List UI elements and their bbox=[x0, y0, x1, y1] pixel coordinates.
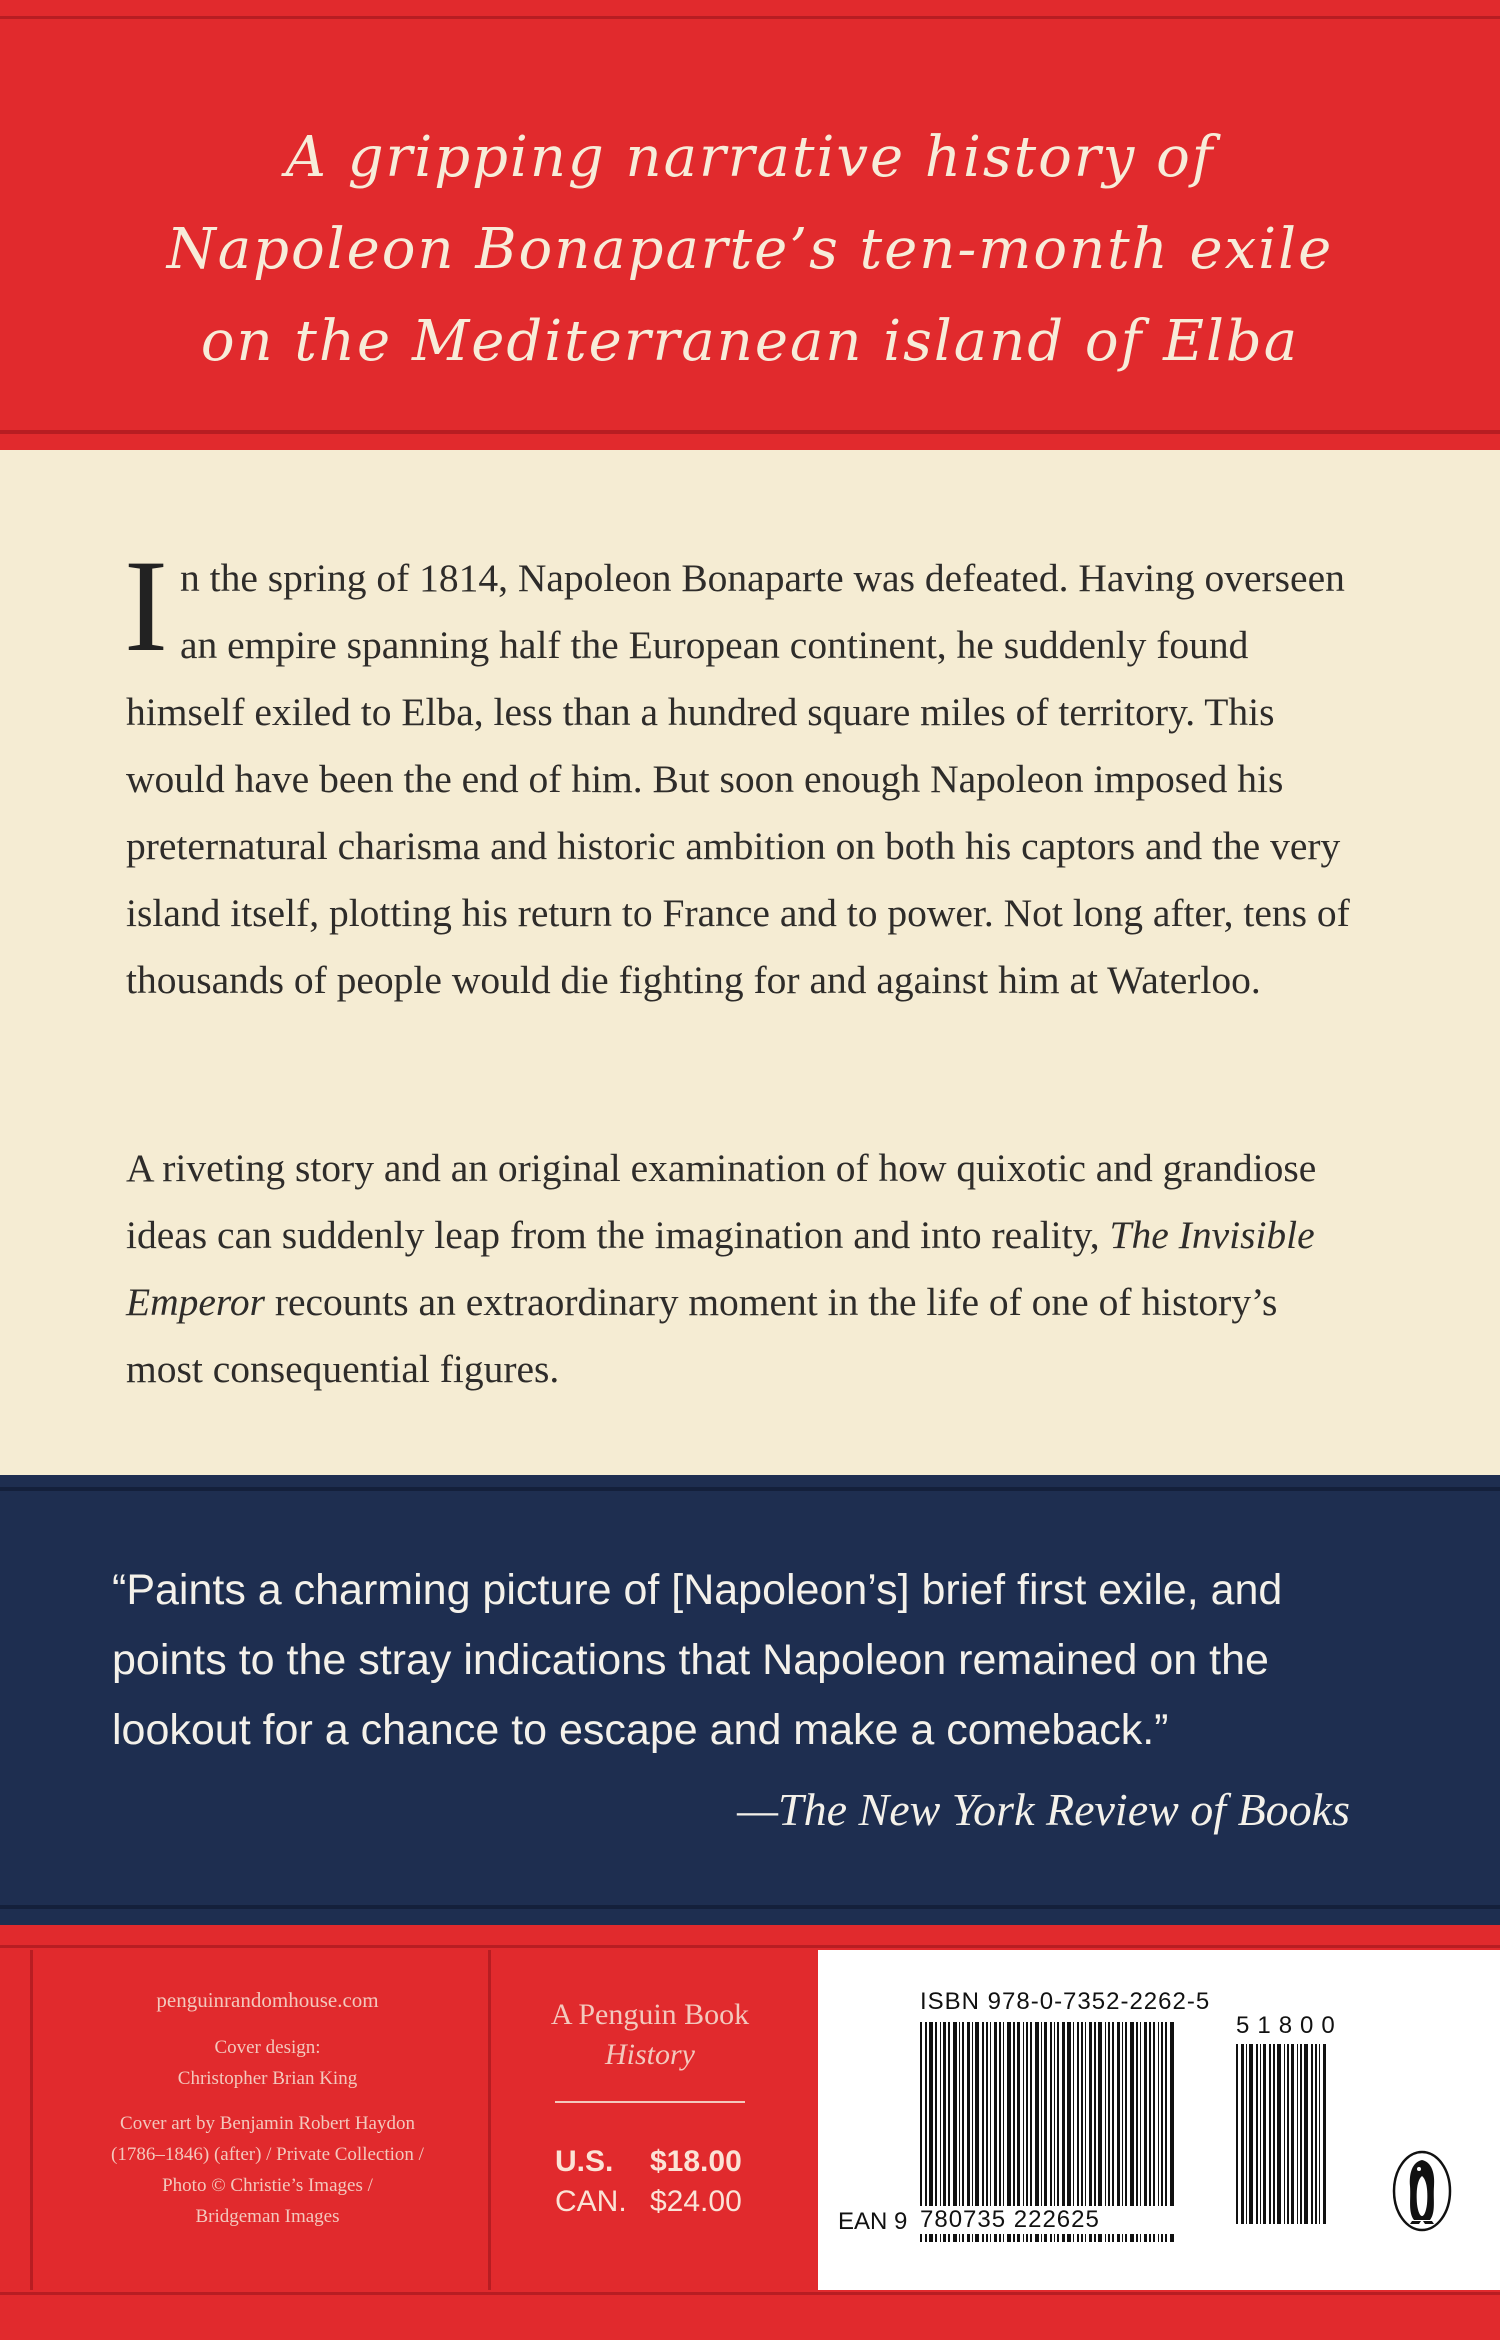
book-category: History bbox=[605, 2038, 695, 2071]
barcode-bar bbox=[1323, 2044, 1326, 2224]
review-quote: “Paints a charming picture of [Napoleon’s] brief first exile, and points to the stray indications that Napoleon remained on the lookout for a chance to escape and make a comeback.” bbox=[112, 1566, 1283, 1754]
isbn-label: ISBN 978-0-7352-2262-5 bbox=[920, 1988, 1211, 2015]
us-price-value: $18.00 bbox=[650, 2145, 742, 2178]
book-title: The Invisible Emperor bbox=[126, 1213, 1315, 1324]
cover-art-line: Cover art by Benjamin Robert Haydon bbox=[120, 2113, 415, 2134]
barcode-bar bbox=[1304, 2044, 1308, 2224]
divider bbox=[0, 1945, 1500, 1948]
barcode-bar bbox=[1236, 2044, 1238, 2224]
us-price bbox=[555, 2140, 742, 2184]
description-p2-start: A riveting story and an original examination of how quixotic and grandiose ideas can suddenly leap from the imagination and into reality, bbox=[126, 1146, 1317, 1257]
publisher-block bbox=[505, 1995, 795, 2103]
drop-cap: I bbox=[124, 532, 168, 679]
description-paragraph-1 bbox=[124, 532, 1350, 1014]
tagline-line-1: A gripping narrative history of bbox=[285, 125, 1215, 190]
cover-design-label: Cover design: bbox=[214, 2037, 321, 2058]
barcode-bar bbox=[1241, 2044, 1244, 2224]
description-paragraph-2 bbox=[126, 1135, 1350, 1403]
review-source: —The New York Review of Books bbox=[737, 1784, 1350, 1835]
cover-art-line: Photo © Christie’s Images / bbox=[162, 2175, 373, 2196]
barcode-bar bbox=[1246, 2044, 1247, 2224]
cover-art-line: (1786–1846) (after) / Private Collection / bbox=[111, 2144, 424, 2165]
barcode-bar bbox=[1284, 2044, 1285, 2224]
tagline-line-3: on the Mediterranean island of Elba bbox=[200, 309, 1300, 374]
description-p1-text: n the spring of 1814, Napoleon Bonaparte was defeated. Having overseen an empire spanning half the European continent, he suddenly found himself exiled to Elba, less than a hundred square miles of territory. This would have been the end of him. But soon enough Napoleon imposed his preternatural charisma and historic ambition on both his captors and the very island itself, plotting his return to France and to power. Not long after, tens of thousands of people would die fighting for and against him at Waterloo. bbox=[126, 556, 1350, 1002]
barcode-bar bbox=[1273, 2044, 1275, 2224]
barcode-bar bbox=[1269, 2044, 1271, 2224]
divider bbox=[30, 1950, 33, 2290]
price-code: 51800 bbox=[1236, 2012, 1343, 2039]
barcode-bar bbox=[1291, 2044, 1294, 2224]
can-price-label: CAN. bbox=[555, 2185, 627, 2218]
cover-credits bbox=[55, 1985, 480, 2232]
barcode-bar bbox=[1249, 2044, 1253, 2224]
ean-prefix: EAN 9 bbox=[838, 2208, 908, 2235]
us-price-label: U.S. bbox=[555, 2145, 614, 2178]
barcode-bar bbox=[1277, 2044, 1281, 2224]
barcode-bar bbox=[1297, 2044, 1298, 2224]
divider bbox=[488, 1950, 491, 2290]
publisher-website: penguinrandomhouse.com bbox=[156, 1988, 379, 2012]
divider bbox=[555, 2101, 745, 2103]
divider bbox=[0, 2292, 1500, 2295]
ean-digits: 780735 222625 bbox=[920, 2206, 1210, 2234]
barcode-bar bbox=[1260, 2044, 1261, 2224]
barcode-bar bbox=[1319, 2044, 1320, 2224]
tagline-line-2: Napoleon Bonaparte’s ten-month exile bbox=[166, 217, 1334, 282]
can-price bbox=[555, 2180, 742, 2224]
description-p2-end: recounts an extraordinary moment in the life of one of history’s most consequential figures. bbox=[126, 1280, 1278, 1391]
cover-art-line: Bridgeman Images bbox=[195, 2206, 340, 2227]
barcode-bar bbox=[1256, 2044, 1258, 2224]
barcode-bar bbox=[1263, 2044, 1266, 2224]
barcode-bar bbox=[1315, 2044, 1317, 2224]
tagline bbox=[60, 112, 1440, 388]
barcode-bar bbox=[1287, 2044, 1289, 2224]
price-barcode bbox=[1236, 2044, 1366, 2224]
can-price-value: $24.00 bbox=[650, 2185, 742, 2218]
penguin-logo-icon bbox=[1392, 2150, 1452, 2232]
barcode-bar bbox=[1300, 2044, 1302, 2224]
publisher-name: A Penguin Book bbox=[550, 1998, 750, 2031]
barcode-bar bbox=[1311, 2044, 1313, 2224]
cover-design-name: Christopher Brian King bbox=[177, 2068, 358, 2089]
